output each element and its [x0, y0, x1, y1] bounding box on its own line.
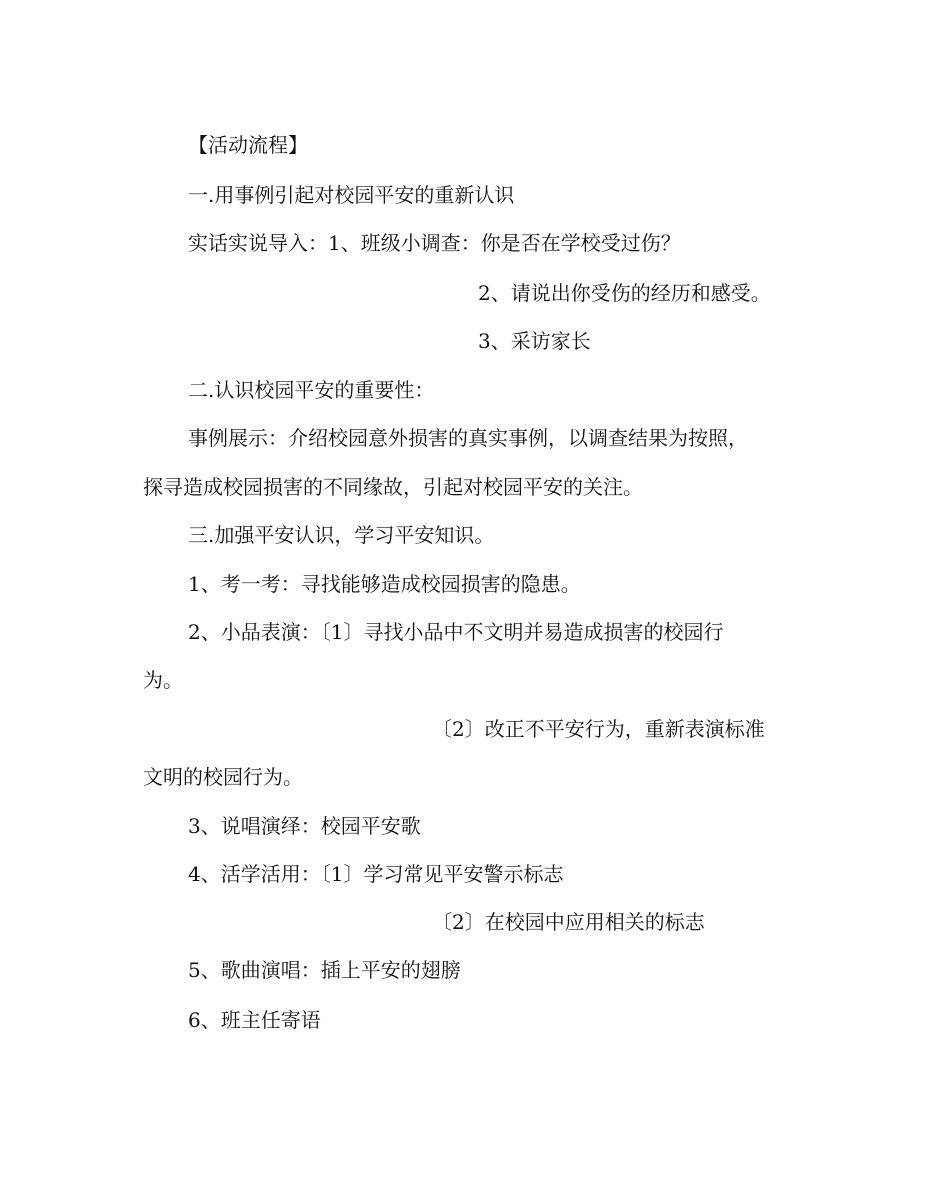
- section-one-heading: 一.用事例引起对校园平安的重新认识: [188, 183, 515, 207]
- item-2-line-2: 为。: [143, 668, 183, 692]
- section-three-heading: 三.加强平安认识，学习平安知识。: [188, 523, 495, 547]
- example-paragraph-line-1: 事例展示：介绍校园意外损害的真实事例，以调查结果为按照，: [188, 426, 748, 450]
- item-6: 6、班主任寄语: [188, 1008, 321, 1032]
- item-4: 4、活学活用：〔1〕学习常见平安警示标志: [188, 862, 564, 886]
- intro-line: 实话实说导入：1、班级小调查：你是否在学校受过伤？: [188, 231, 681, 255]
- item-2-line-1: 2、小品表演：〔1〕寻找小品中不文明并易造成损害的校园行: [188, 620, 724, 644]
- section-two-heading: 二.认识校园平安的重要性：: [188, 378, 435, 402]
- intro-item-2: 2、请说出你受伤的经历和感受。: [478, 281, 771, 305]
- item-5: 5、歌曲演唱：插上平安的翅膀: [188, 958, 461, 982]
- intro-item-3: 3、采访家长: [478, 329, 591, 353]
- item-2-sub-2-line-1: 〔2〕改正不平安行为，重新表演标准: [432, 717, 765, 741]
- item-1: 1、考一考：寻找能够造成校园损害的隐患。: [188, 572, 581, 596]
- item-3: 3、说唱演绎：校园平安歌: [188, 814, 421, 838]
- item-2-sub-2-line-2: 文明的校园行为。: [143, 765, 303, 789]
- section-heading-activity-flow: 【活动流程】: [188, 133, 308, 157]
- example-paragraph-line-2: 探寻造成校园损害的不同缘故，引起对校园平安的关注。: [143, 475, 643, 499]
- item-4-sub-2: 〔2〕在校园中应用相关的标志: [432, 910, 705, 934]
